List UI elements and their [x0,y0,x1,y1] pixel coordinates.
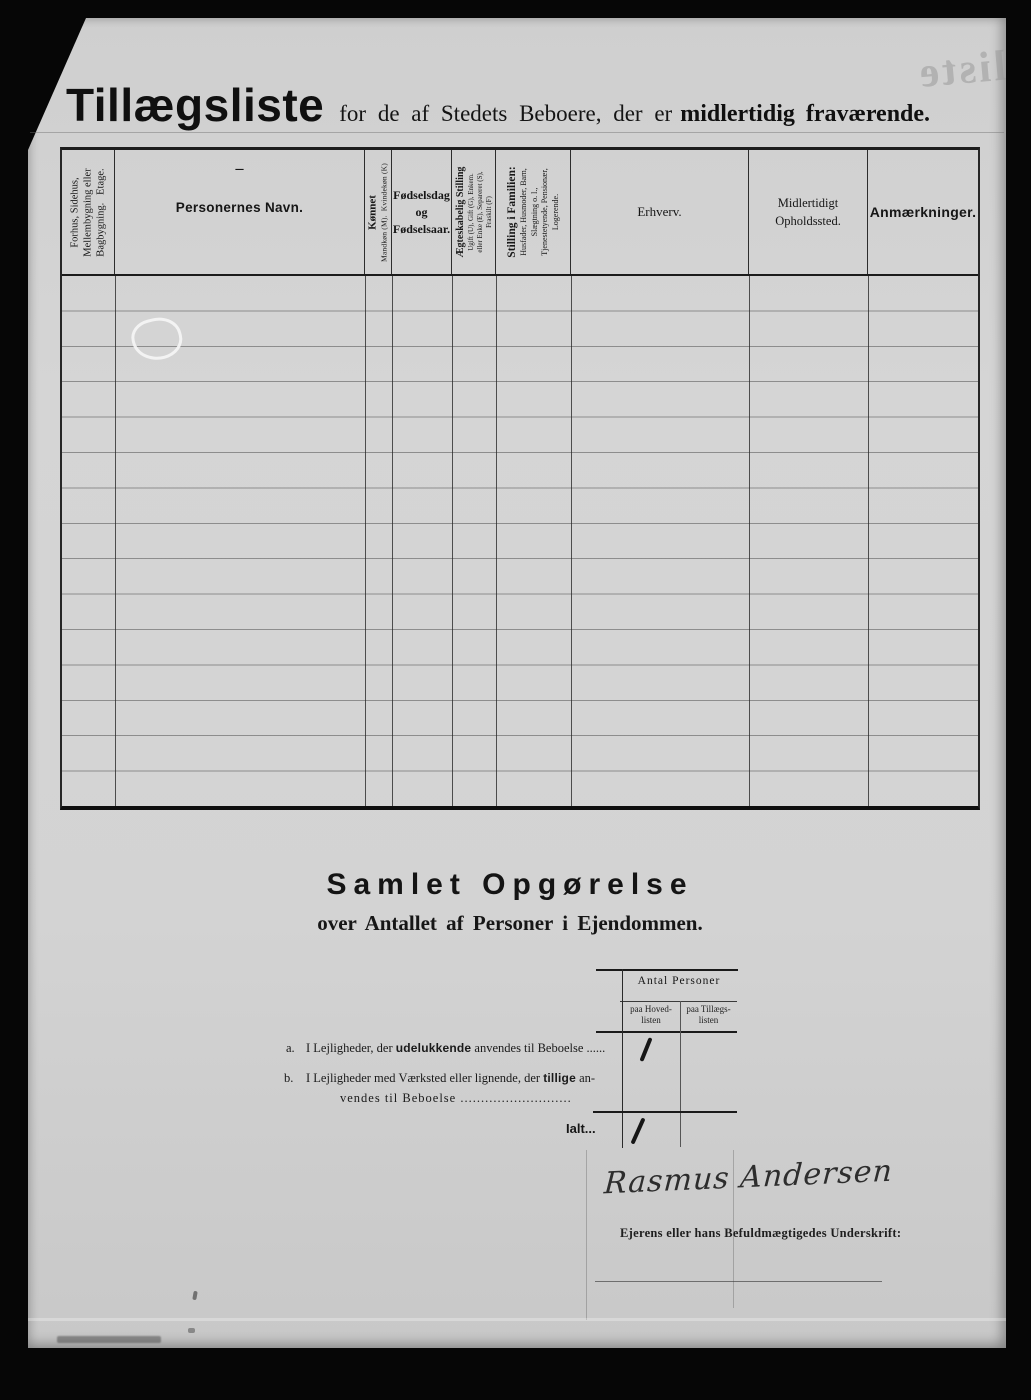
signature-rule [595,1281,882,1282]
marital-sub-3: Fraskilt (F) [484,196,493,228]
column-rule [868,276,869,806]
remarks-label: Anmærkninger. [869,204,977,220]
sex-main-label: Kønnet [366,194,379,230]
summary-subheader-rule [620,1001,737,1002]
row-a-bold-word: udelukkende [395,1041,472,1055]
family-main-label: Stilling i Familien: [506,166,518,258]
row-a-after: anvendes til Beboelse ...... [471,1041,606,1055]
column-header-name [115,150,365,274]
family-sub-1: Husfader, Husmoder, Barn, [519,168,528,256]
table-header-row [62,150,978,276]
summary-row-b-line1 [306,1071,595,1086]
birthdate-line-2: og [415,204,428,219]
location-line-3: Bagbygning. Etage. [95,167,107,257]
column-header-marital-status [452,150,496,274]
column-rule [392,276,393,806]
column-header-birthdate [392,150,452,274]
summary-header-bottom-rule [596,1031,737,1033]
summary-total-rule [593,1111,737,1113]
column-header-name-label: Personernes Navn. [175,200,304,215]
form-title-subtitle-bold: midlertidig fraværende. [680,101,931,127]
hovedlisten-line-1: paa Hoved- [630,1004,672,1014]
faint-vertical-rule [733,1150,734,1308]
table-body-empty-rows [62,276,978,806]
residence-line-1: Midlertidigt [777,196,839,210]
summary-row-a-text [306,1041,605,1056]
summary-col-hovedlisten [622,1004,680,1026]
summary-row-b-prefix: b. [284,1071,294,1085]
column-header-temporary-residence [749,150,868,274]
signature-caption: Ejerens eller hans Befuldmægtigedes Underskrift: [620,1226,902,1240]
row-b-after: an- [575,1071,596,1085]
ink-speck [188,1328,195,1333]
residence-label [775,194,841,230]
form-title [66,78,930,132]
printer-mark-smudge [57,1336,161,1343]
column-rule [115,276,116,806]
column-rule [365,276,366,806]
summary-row-b-line2: vendes til Beboelse ........................... [340,1091,572,1105]
sex-sub-label: Mandkøn (M). Kvindekøn (K) [379,162,389,262]
column-header-location [62,150,115,274]
summary-section [160,868,860,936]
summary-table-top-rule [596,969,738,971]
column-header-family-label [505,152,561,272]
faint-vertical-rule [586,1150,587,1320]
bleedthrough-mirrored-text: liste [914,42,1008,98]
summary-col-group-label: Antal Personer [637,975,721,987]
column-header-name-inner [176,150,303,274]
summary-subheading: over Antallet af Personer i Ejendommen. [317,911,703,935]
paper-crease [28,1318,1006,1321]
hovedlisten-line-2: listen [641,1015,661,1025]
birthdate-line-3: Fødselsaar. [392,221,451,236]
family-sub-3: Tjenestetyende, Pensionær, [540,168,549,256]
header-dash-mark: – [235,160,244,177]
summary-vertical-rule-middle [680,1001,681,1147]
column-header-location-label [69,153,108,271]
column-header-sex-label [367,153,390,271]
family-sub-2: Slægtning o. l., [529,187,539,237]
location-line-1: Forhus, Sidehus, [69,176,81,248]
form-title-subtitle: for de af Stedets Beboere, der er [339,101,673,126]
row-a-before: I Lejligheder, der [306,1041,396,1055]
column-rule [571,276,572,806]
location-line-2: Mellembygning eller [82,167,94,257]
family-sub-4: Logerende. [550,193,560,231]
column-header-birthdate-label [393,187,450,238]
column-header-sex [365,150,392,274]
paper-damage-blob [128,313,187,366]
form-title-main: Tillægsliste [66,79,325,131]
summary-heading: Samlet Opgørelse [326,868,694,901]
title-rule [30,132,1004,133]
summary-vertical-rule-left [622,969,623,1148]
tillaegslisten-line-2: listen [698,1015,719,1025]
row-b-before: I Lejligheder med Værksted eller lignende, der [306,1071,544,1085]
marital-main-label: Ægteskabelig Stilling [454,166,466,258]
column-header-occupation [571,150,749,274]
column-header-family-position [496,150,571,274]
column-header-remarks [868,150,978,274]
row-b-bold-word: tillige [543,1071,576,1085]
summary-total-label: Ialt... [566,1121,596,1136]
birthdate-line-1: Fødselsdag [393,187,450,202]
column-header-marital-label [454,152,494,272]
marital-sub-2: eller Enke (E), Separeret (S), [475,171,484,253]
marital-sub-1: Ugift (U), Gift (G), Enkem. [466,173,475,251]
owner-signature: Rasmus Andersen [603,1153,894,1202]
column-rule [749,276,750,806]
tillaegslisten-line-1: paa Tillægs- [686,1004,731,1014]
occupation-label: Erhverv. [637,204,682,219]
column-rule [496,276,497,806]
supplement-list-table [60,147,980,810]
summary-col-tillaegslisten [680,1004,737,1026]
summary-row-a-prefix: a. [286,1041,295,1055]
residence-line-2: Opholdssted. [775,214,841,228]
column-rule [452,276,453,806]
